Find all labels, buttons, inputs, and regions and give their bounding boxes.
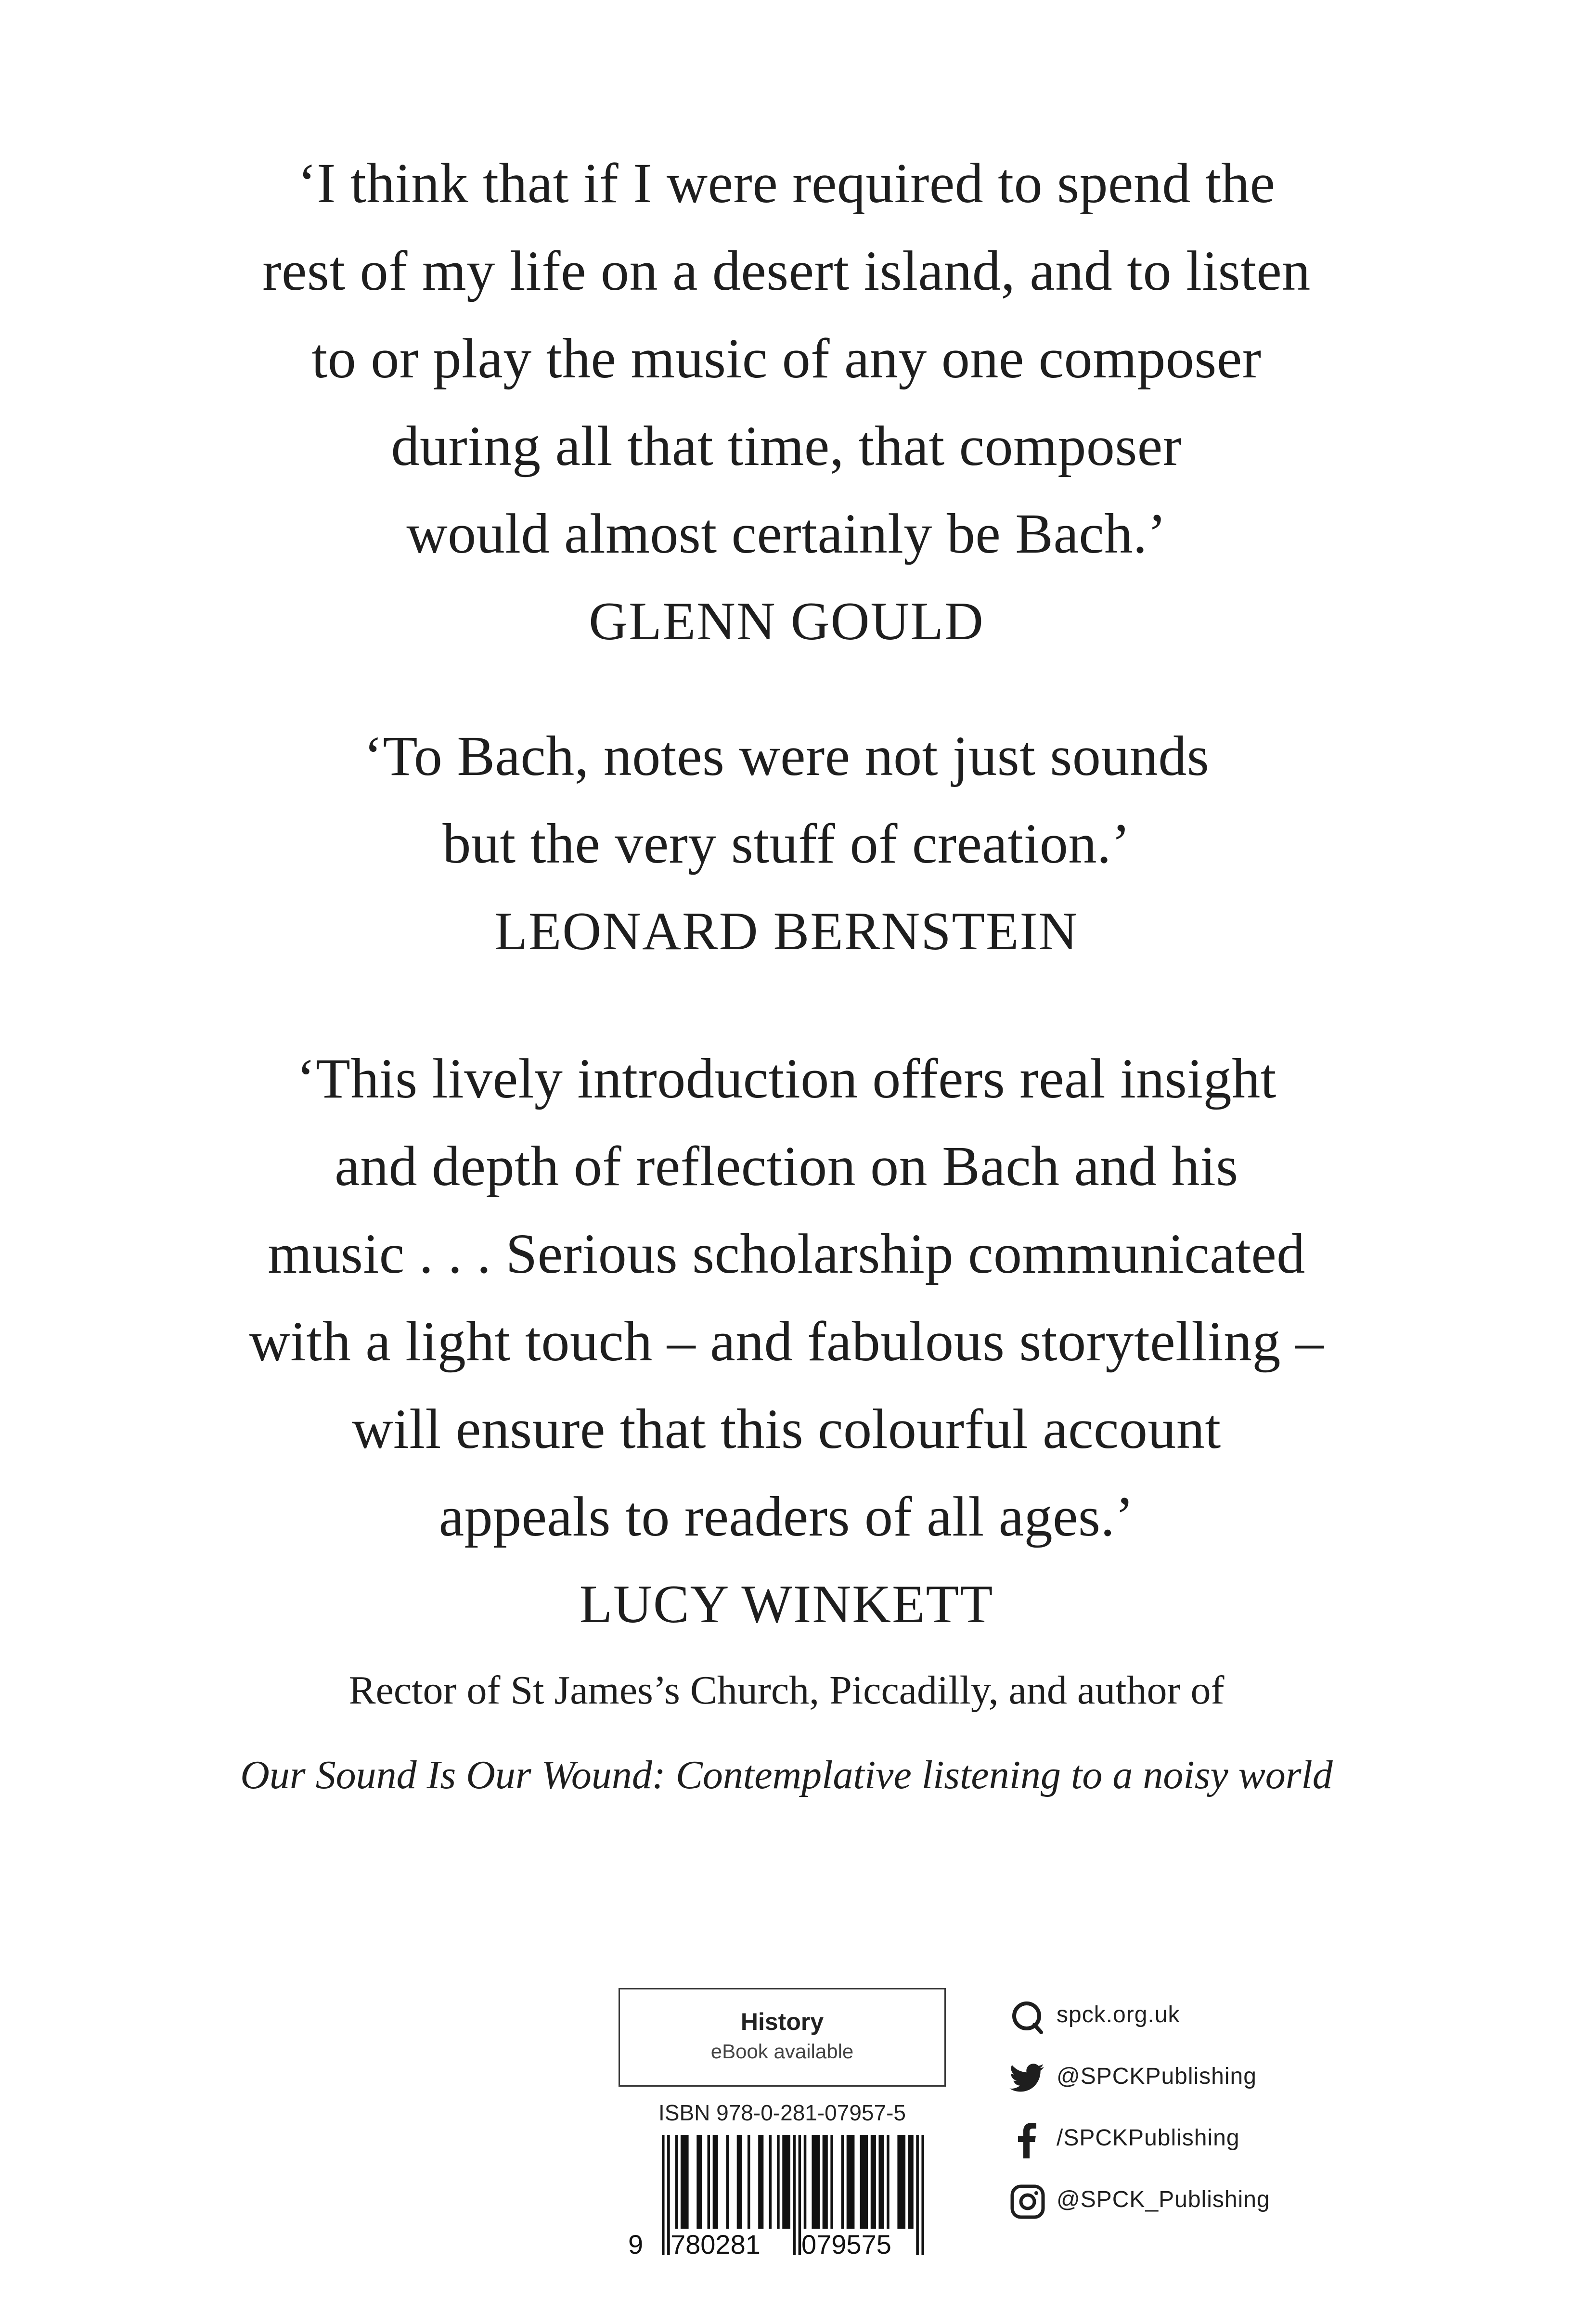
barcode-bar [841, 2135, 844, 2229]
twitter-text: @SPCKPublishing [1057, 2064, 1257, 2089]
barcode-bar [916, 2135, 919, 2255]
barcode-digits-left: 780281 [670, 2229, 761, 2259]
quote-line: with a light touch – and fabulous storytelling – [249, 1310, 1324, 1373]
barcode-bar [708, 2135, 710, 2229]
search-icon [1008, 1998, 1047, 2036]
barcode-bar [769, 2135, 772, 2229]
barcode-bar [908, 2135, 914, 2229]
quote-line: music . . . Serious scholarship communicated [268, 1222, 1305, 1285]
subject-label: History [740, 2008, 824, 2035]
quote-leonard-bernstein [0, 712, 1573, 975]
instagram-icon [1008, 2182, 1047, 2221]
barcode-bar [799, 2135, 801, 2255]
barcode-bar [823, 2135, 828, 2229]
barcode-bar [737, 2135, 742, 2229]
quote-line: ‘I think that if I were required to spend the [297, 152, 1276, 215]
quote-line: to or play the music of any one composer [311, 327, 1262, 390]
barcode-bar [782, 2135, 790, 2229]
quote-author: LEONARD BERNSTEIN [494, 902, 1079, 961]
book-title-credit: Our Sound Is Our Wound: Contemplative listening to a noisy world [240, 1753, 1333, 1797]
barcode-bar [860, 2135, 868, 2229]
twitter-link[interactable] [1008, 2059, 1490, 2107]
barcode-bar [897, 2135, 905, 2229]
ebook-label: eBook available [710, 2040, 854, 2063]
twitter-icon [1008, 2059, 1047, 2098]
barcode-bar [847, 2135, 855, 2229]
quote-line: during all that time, that composer [391, 414, 1182, 478]
facebook-icon [1008, 2121, 1047, 2159]
barcode-bar [667, 2135, 670, 2255]
barcode-bar [793, 2135, 796, 2255]
barcode-bar [921, 2135, 924, 2255]
barcode-bar [812, 2135, 820, 2229]
quote-line: and depth of reflection on Bach and his [335, 1135, 1238, 1198]
quote-author: GLENN GOULD [589, 592, 984, 651]
barcode-bar [713, 2135, 718, 2229]
quote-glenn-gould [0, 140, 1573, 665]
quote-author: LUCY WINKETT [579, 1575, 994, 1634]
quote-line: will ensure that this colourful account [352, 1397, 1221, 1460]
barcode-bar [804, 2135, 807, 2229]
barcode-bar [777, 2135, 780, 2229]
barcode-bar [681, 2135, 689, 2229]
barcode-bar [878, 2135, 884, 2229]
barcode-bar [662, 2135, 665, 2255]
quote-line: rest of my life on a desert island, and to listen [262, 239, 1311, 302]
barcode-bar [871, 2135, 876, 2229]
barcode-bar [758, 2135, 763, 2229]
subject-box [619, 1988, 946, 2087]
quote-line: would almost certainly be Bach.’ [406, 502, 1167, 565]
author-credit: Rector of St James’s Church, Piccadilly, and author of [348, 1668, 1225, 1713]
barcode-digit-first: 9 [628, 2229, 644, 2259]
instagram-link[interactable] [1008, 2182, 1490, 2231]
instagram-text: @SPCK_Publishing [1057, 2187, 1270, 2212]
quote-line: ‘To Bach, notes were not just sounds [363, 724, 1210, 788]
facebook-link[interactable] [1008, 2121, 1490, 2169]
website-link[interactable] [1008, 1998, 1490, 2046]
barcode-digits-right: 079575 [801, 2229, 891, 2259]
quote-line: appeals to readers of all ages.’ [438, 1485, 1135, 1548]
barcode-box [619, 1988, 946, 2262]
barcode-bar [830, 2135, 833, 2229]
facebook-text: /SPCKPublishing [1057, 2125, 1240, 2151]
quote-line: ‘This lively introduction offers real insight [297, 1047, 1276, 1110]
isbn-label: ISBN 978-0-281-07957-5 [658, 2100, 906, 2125]
barcode-bar [726, 2135, 729, 2229]
barcode-bar [748, 2135, 750, 2229]
barcode-bar [675, 2135, 678, 2229]
barcode-bar [887, 2135, 890, 2229]
barcode-bar [696, 2135, 702, 2229]
website-text: spck.org.uk [1057, 2002, 1180, 2027]
quote-lucy-winkett [0, 1035, 1573, 1818]
quote-line: but the very stuff of creation.’ [442, 812, 1131, 875]
